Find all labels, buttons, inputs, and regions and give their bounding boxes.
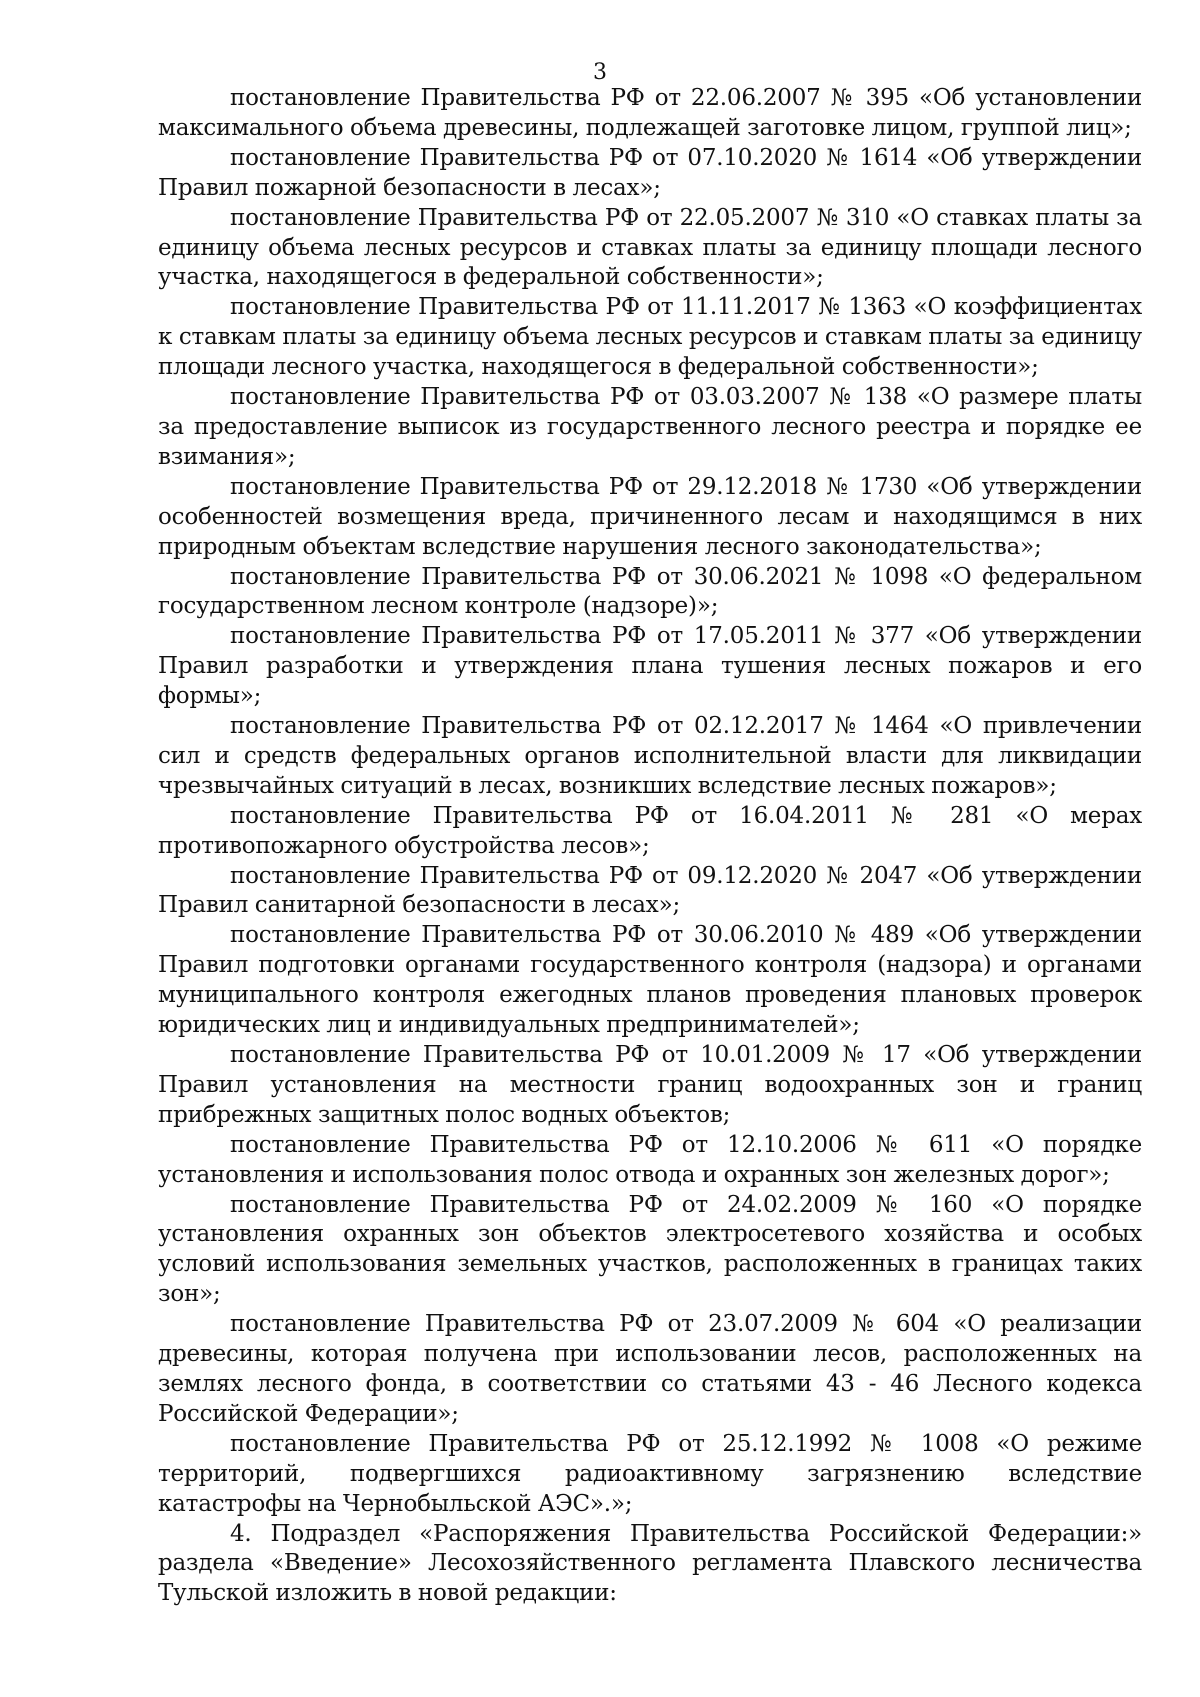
paragraph: постановление Правительства РФ от 22.06.2007 № 395 «Об установлении максимального объема древесины, подлежащей заготовке лицом, группой лиц»; xyxy=(158,85,1142,141)
paragraph: 4. Подраздел «Распоряжения Правительства Российской Федерации:» раздела «Введение» Лесохозяйственного регламента Плавского лесничества Тульской изложить в новой редакции: xyxy=(158,1520,1142,1607)
paragraph: постановление Правительства РФ от 11.11.2017 № 1363 «О коэффициентах к ставкам платы за единицу объема лесных ресурсов и ставкам платы за единицу площади лесного участка, находящегося в федеральной собственности»; xyxy=(158,294,1142,381)
paragraph: постановление Правительства РФ от 23.07.2009 № 604 «О реализации древесины, которая получена при использовании лесов, расположенных на землях лесного фонда, в соответствии со статьями 43 - 46 Лесного кодекса Российской Федерации»; xyxy=(158,1311,1142,1427)
page-number: 3 xyxy=(593,60,607,85)
paragraph: постановление Правительства РФ от 17.05.2011 № 377 «Об утверждении Правил разработки и утверждения плана тушения лесных пожаров и его формы»; xyxy=(158,623,1142,710)
paragraph: постановление Правительства РФ от 22.05.2007 № 310 «О ставках платы за единицу объема лесных ресурсов и ставках платы за единицу площади лесного участка, находящегося в федеральной собственности»; xyxy=(158,204,1142,291)
document-body xyxy=(158,84,1142,1609)
paragraph: постановление Правительства РФ от 07.10.2020 № 1614 «Об утверждении Правил пожарной безопасности в лесах»; xyxy=(158,144,1142,201)
paragraph: постановление Правительства РФ от 25.12.1992 № 1008 «О режиме территорий, подвергшихся радиоактивному загрязнению вследствие катастрофы на Чернобыльской АЭС».»; xyxy=(158,1430,1142,1517)
paragraph: постановление Правительства РФ от 10.01.2009 № 17 «Об утверждении Правил установления на местности границ водоохранных зон и границ прибрежных защитных полос водных объектов; xyxy=(158,1042,1142,1128)
paragraph: постановление Правительства РФ от 02.12.2017 № 1464 «О привлечении сил и средств федеральных органов исполнительной власти для ликвидации чрезвычайных ситуаций в лесах, возникших вследствие лесных пожаров»; xyxy=(158,713,1142,799)
paragraph: постановление Правительства РФ от 24.02.2009 № 160 «О порядке установления охранных зон объектов электросетевого хозяйства и особых условий использования земельных участков, расположенных в границах таких зон»; xyxy=(158,1191,1142,1308)
paragraph: постановление Правительства РФ от 03.03.2007 № 138 «О размере платы за предоставление выписок из государственного лесного реестра и порядке ее взимания»; xyxy=(158,384,1142,470)
paragraph: постановление Правительства РФ от 12.10.2006 № 611 «О порядке установления и использования полос отвода и охранных зон железных дорог»; xyxy=(158,1131,1142,1188)
paragraph: постановление Правительства РФ от 09.12.2020 № 2047 «Об утверждении Правил санитарной безопасности в лесах»; xyxy=(158,862,1142,919)
paragraph: постановление Правительства РФ от 16.04.2011 № 281 «О мерах противопожарного обустройства лесов»; xyxy=(158,802,1142,859)
paragraph: постановление Правительства РФ от 30.06.2021 № 1098 «О федеральном государственном лесном контроле (надзоре)»; xyxy=(158,563,1142,620)
paragraph: постановление Правительства РФ от 29.12.2018 № 1730 «Об утверждении особенностей возмещения вреда, причиненного лесам и находящимся в них природным объектам вследствие нарушения лесного законодательства»; xyxy=(158,473,1142,560)
paragraph: постановление Правительства РФ от 30.06.2010 № 489 «Об утверждении Правил подготовки органами государственного контроля (надзора) и органами муниципального контроля ежегодных планов проведения плановых проверок юридических лиц и индивидуальных предпринимателей»; xyxy=(158,922,1142,1039)
